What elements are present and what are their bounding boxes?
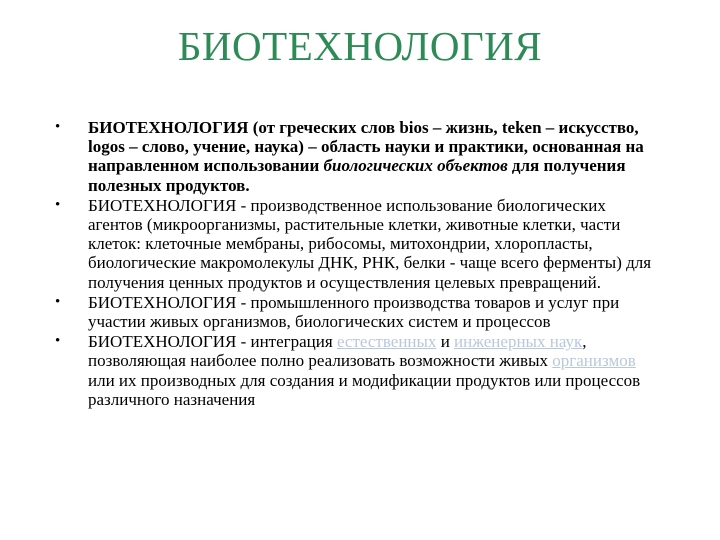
definition-text: (от греческих слов bios – жизнь, teken – искусство, logos – слово, учение, наука) – область науки и практики, основанная на направленном использовании [88, 118, 644, 176]
term: БИОТЕХНОЛОГИЯ [88, 332, 237, 352]
slide-title: БИОТЕХНОЛОГИЯ [177, 23, 543, 69]
definition-text: - производственное использование биологических агентов (микроорганизмы, растительные клетки, животные клетки, части клеток: клеточные мембраны, рибосомы, митохондрии, хлоропласты, биологические макромолекулы ДНК, РНК, белки - чаще всего ферменты) для получения ценных продуктов и осуществления целевых превращений. [88, 195, 652, 292]
term: БИОТЕХНОЛОГИЯ [88, 292, 237, 312]
definition-text: - промышленного производства товаров и услуг при участии живых организмов, биологических систем и процессов [88, 292, 620, 332]
definition-text: - интеграция [236, 332, 337, 352]
list-item [52, 293, 662, 331]
bullet-icon: • [55, 293, 61, 310]
term: БИОТЕХНОЛОГИЯ [88, 195, 237, 215]
bullet-icon: • [55, 196, 61, 213]
definition-text: и [436, 332, 455, 352]
definition-italic: биологических объектов [319, 156, 508, 176]
bullet-list [52, 118, 662, 410]
bullet-icon: • [55, 333, 61, 350]
bullet-icon: • [55, 119, 61, 135]
link-organisms[interactable]: организмов [552, 351, 636, 371]
list-item [52, 118, 662, 195]
link-natural-sciences[interactable]: естественных [336, 332, 437, 352]
definition-text: , позволяющая наиболее полно реализовать возможности живых [88, 332, 587, 371]
list-item [52, 332, 662, 409]
list-item [52, 196, 662, 292]
link-engineering-sciences[interactable]: инженерных наук [454, 332, 583, 352]
definition-tail: для получения полезных продуктов. [88, 156, 626, 195]
term: БИОТЕХНОЛОГИЯ [88, 118, 249, 137]
definition-text: или их производных для создания и модификации продуктов или процессов различного назначения [88, 370, 641, 409]
